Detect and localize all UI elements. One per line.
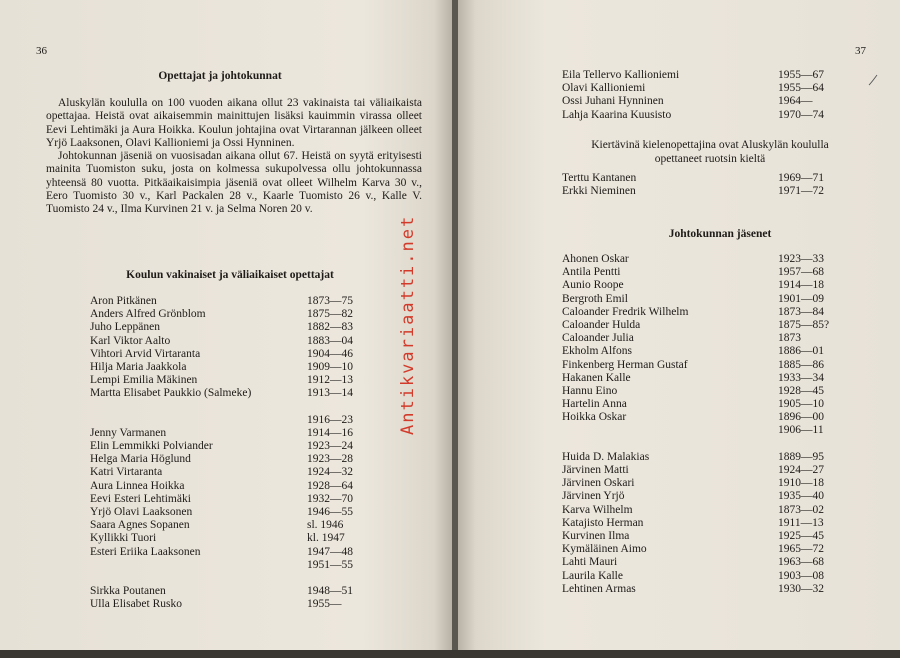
years-served: 1885—86 bbox=[778, 358, 824, 371]
person-name: Juho Leppänen bbox=[90, 321, 160, 334]
person-name: Lehtinen Armas bbox=[562, 582, 636, 595]
years-served: 1955— bbox=[307, 598, 342, 611]
years-served: 1914—16 bbox=[307, 426, 353, 439]
list-row bbox=[90, 414, 370, 427]
list-row bbox=[562, 293, 852, 306]
years-served: 1948—51 bbox=[307, 585, 353, 598]
person-name: Olavi Kallioniemi bbox=[562, 82, 646, 95]
teachers-table-heading: Koulun vakinaiset ja väliaikaiset opettajat bbox=[126, 269, 334, 281]
years-served: 1965—72 bbox=[778, 543, 824, 556]
person-name: Sirkka Poutanen bbox=[90, 585, 166, 598]
list-row bbox=[562, 172, 832, 185]
page-number-left: 36 bbox=[36, 45, 47, 57]
person-name: Karva Wilhelm bbox=[562, 503, 633, 516]
list-row bbox=[90, 374, 370, 387]
years-served: 1951—55 bbox=[307, 558, 353, 571]
list-spacer bbox=[90, 401, 370, 414]
list-row bbox=[90, 427, 370, 440]
years-served: 1901—09 bbox=[778, 292, 824, 305]
list-row bbox=[562, 372, 852, 385]
person-name: Järvinen Oskari bbox=[562, 477, 635, 490]
years-served: 1873—84 bbox=[778, 305, 824, 318]
list-row bbox=[562, 504, 852, 517]
years-served: 1924—32 bbox=[307, 466, 353, 479]
years-served: 1928—64 bbox=[307, 479, 353, 492]
list-row bbox=[562, 95, 832, 108]
list-row bbox=[90, 453, 370, 466]
list-row bbox=[90, 387, 370, 400]
person-name: Laurila Kalle bbox=[562, 569, 623, 582]
years-served: 1964— bbox=[778, 95, 813, 108]
watermark-stamp: Antikvariaatti.net bbox=[398, 214, 418, 435]
years-served: 1906—11 bbox=[778, 424, 824, 437]
person-name: Jenny Varmanen bbox=[90, 426, 167, 439]
years-served: 1969—71 bbox=[778, 172, 824, 184]
pencil-mark bbox=[868, 74, 878, 86]
list-row bbox=[90, 348, 370, 361]
list-row bbox=[90, 559, 370, 572]
list-row bbox=[562, 306, 852, 319]
person-name: Aron Pitkänen bbox=[90, 295, 157, 307]
list-row bbox=[562, 543, 852, 556]
years-served: 1909—10 bbox=[307, 360, 353, 373]
person-name: Vihtori Arvid Virtaranta bbox=[90, 347, 201, 360]
person-name: Eila Tellervo Kallioniemi bbox=[562, 69, 680, 81]
list-row bbox=[562, 109, 832, 122]
years-served: 1905—10 bbox=[778, 398, 824, 411]
list-row bbox=[90, 295, 370, 308]
list-row bbox=[562, 583, 852, 596]
person-name: Caloander Hulda bbox=[562, 318, 641, 331]
years-served: 1928—45 bbox=[778, 384, 824, 397]
person-name: Anders Alfred Grönblom bbox=[90, 308, 206, 321]
years-served: 1925—45 bbox=[778, 529, 824, 542]
years-served: 1923—28 bbox=[307, 453, 353, 466]
years-served: kl. 1947 bbox=[307, 532, 345, 545]
years-served: 1873—75 bbox=[307, 295, 353, 307]
person-name: Lempi Emilia Mäkinen bbox=[90, 374, 198, 387]
years-served: 1935—40 bbox=[778, 490, 824, 503]
list-row bbox=[90, 361, 370, 374]
person-name: Helga Maria Höglund bbox=[90, 453, 191, 466]
list-row bbox=[562, 266, 852, 279]
section-heading-teachers-boards: Opettajat ja johtokunnat bbox=[158, 70, 282, 82]
person-name: Järvinen Matti bbox=[562, 464, 629, 476]
person-name: Finkenberg Herman Gustaf bbox=[562, 358, 688, 371]
years-served: 1911—13 bbox=[778, 516, 824, 529]
swedish-teachers-heading bbox=[560, 138, 860, 166]
list-row bbox=[90, 321, 370, 334]
person-name: Lahja Kaarina Kuusisto bbox=[562, 108, 672, 121]
list-row bbox=[562, 530, 852, 543]
years-served: 1955—67 bbox=[778, 69, 824, 81]
years-served: 1910—18 bbox=[778, 477, 824, 490]
years-served: 1873—02 bbox=[778, 503, 824, 516]
list-row bbox=[90, 493, 370, 506]
years-served: 1947—48 bbox=[307, 545, 353, 558]
years-served: 1873 bbox=[778, 332, 801, 345]
person-name: Katajisto Herman bbox=[562, 516, 644, 529]
person-name: Aura Linnea Hoikka bbox=[90, 479, 185, 492]
years-served: 1903—08 bbox=[778, 569, 824, 582]
list-row bbox=[562, 490, 852, 503]
person-name: Saara Agnes Sopanen bbox=[90, 519, 190, 532]
list-row bbox=[90, 440, 370, 453]
list-row bbox=[562, 253, 852, 266]
years-served: 1886—01 bbox=[778, 345, 824, 358]
swedish-heading-line2: opettaneet ruotsin kieltä bbox=[654, 153, 766, 165]
person-name: Bergroth Emil bbox=[562, 292, 628, 305]
years-served: 1923—33 bbox=[778, 253, 824, 265]
person-name: Kymäläinen Aimo bbox=[562, 543, 647, 556]
years-served: 1923—24 bbox=[307, 440, 353, 453]
list-row bbox=[90, 466, 370, 479]
paragraph-board: Johtokunnan jäseniä on vuosisadan aikana ollut 67. Heistä on syytä erityisesti mainita Tuomiston suku, josta on kolmessa sukupolvessa ollu johtokunnassa yhteensä 80 vuotta. Pitkäaikaisimpia jäseniä ovat olleet Wilhelm Karva 30 v., Eero Tuomisto 30 v., Karl Packalen 28 v., Kaarle Tuomisto 26 v., Kalle V. Tuomisto 24 v., Ilma Kurvinen 21 v. ja Selma Noren 20 v. bbox=[46, 150, 422, 216]
list-row bbox=[562, 185, 832, 198]
years-served: 1912—13 bbox=[307, 374, 353, 387]
years-served: 1896—00 bbox=[778, 411, 824, 424]
list-row bbox=[562, 477, 852, 490]
teachers-list bbox=[90, 295, 370, 612]
list-row bbox=[562, 332, 852, 345]
list-row bbox=[562, 345, 852, 358]
swedish-teachers-list bbox=[562, 172, 832, 198]
person-name: Aunio Roope bbox=[562, 279, 624, 292]
page-number-right: 37 bbox=[855, 45, 866, 57]
bottom-edge bbox=[0, 650, 900, 658]
person-name: Elin Lemmikki Polviander bbox=[90, 440, 213, 453]
list-spacer bbox=[562, 438, 852, 451]
years-served: 1946—55 bbox=[307, 506, 353, 518]
person-name: Ulla Elisabet Rusko bbox=[90, 598, 182, 611]
person-name: Hannu Eino bbox=[562, 384, 618, 397]
person-name: Katri Virtaranta bbox=[90, 466, 163, 479]
list-row bbox=[562, 411, 852, 424]
list-row bbox=[90, 519, 370, 532]
list-row bbox=[562, 359, 852, 372]
person-name: Hilja Maria Jaakkola bbox=[90, 360, 187, 373]
years-served: 1932—70 bbox=[307, 492, 353, 505]
years-served: 1914—18 bbox=[778, 279, 824, 292]
years-served: 1904—46 bbox=[307, 347, 353, 360]
list-row bbox=[562, 319, 852, 332]
person-name: Ahonen Oskar bbox=[562, 253, 629, 265]
person-name: Terttu Kantanen bbox=[562, 172, 637, 184]
years-served: 1955—64 bbox=[778, 82, 824, 95]
person-name: Ossi Juhani Hynninen bbox=[562, 95, 664, 108]
years-served: 1963—68 bbox=[778, 556, 824, 569]
person-name: Yrjö Olavi Laaksonen bbox=[90, 506, 193, 518]
person-name: Hartelin Anna bbox=[562, 398, 627, 411]
list-row bbox=[562, 69, 832, 82]
list-row bbox=[562, 570, 852, 583]
years-served: 1971—72 bbox=[778, 185, 824, 198]
person-name: Järvinen Yrjö bbox=[562, 490, 625, 503]
person-name: Martta Elisabet Paukkio (Salmeke) bbox=[90, 387, 252, 400]
list-row bbox=[90, 506, 370, 519]
years-served: 1933—34 bbox=[778, 371, 824, 384]
years-served: 1916—23 bbox=[307, 413, 353, 426]
list-row bbox=[90, 532, 370, 545]
board-members-heading: Johtokunnan jäsenet bbox=[668, 228, 772, 240]
board-members-list bbox=[562, 253, 852, 596]
person-name: Hakanen Kalle bbox=[562, 371, 631, 384]
years-served: 1883—04 bbox=[307, 334, 353, 347]
person-name: Hoikka Oskar bbox=[562, 411, 627, 424]
person-name: Antila Pentti bbox=[562, 266, 621, 279]
list-row bbox=[562, 279, 852, 292]
person-name: Ekholm Alfons bbox=[562, 345, 632, 358]
years-served: 1875—82 bbox=[307, 308, 353, 321]
intro-text bbox=[46, 97, 422, 217]
list-row bbox=[90, 585, 370, 598]
years-served: 1924—27 bbox=[778, 464, 824, 476]
years-served: 1970—74 bbox=[778, 108, 824, 121]
list-row bbox=[90, 546, 370, 559]
years-served: 1889—95 bbox=[778, 450, 824, 463]
paragraph-teachers: Aluskylän koululla on 100 vuoden aikana ollut 23 vakinaista tai väliaikaista opettajaa. Heistä ovat aikaisemmin mainittujen lisäksi kauimmin virassa olleet Eevi Lehtimäki ja Aura Hoikka. Koulun johtajina ovat Virtarannan jälkeen olleet Yrjö Laaksonen, Olavi Kallioniemi ja Ossi Hynninen. bbox=[46, 97, 422, 149]
person-name: Eevi Esteri Lehtimäki bbox=[90, 492, 191, 505]
person-name: Huida D. Malakias bbox=[562, 450, 650, 463]
years-served: 1957—68 bbox=[778, 266, 824, 279]
person-name: Kyllikki Tuori bbox=[90, 532, 157, 545]
swedish-heading-line1: Kiertävinä kielenopettajina ovat Aluskylän koululla bbox=[591, 139, 829, 151]
list-row bbox=[562, 517, 852, 530]
person-name: Karl Viktor Aalto bbox=[90, 334, 171, 347]
person-name: Esteri Eriika Laaksonen bbox=[90, 545, 201, 558]
person-name: Caloander Julia bbox=[562, 332, 634, 345]
person-name: Caloander Fredrik Wilhelm bbox=[562, 305, 689, 318]
years-served: 1875—85? bbox=[778, 318, 830, 331]
years-served: sl. 1946 bbox=[307, 519, 344, 532]
list-row bbox=[90, 335, 370, 348]
list-row bbox=[562, 385, 852, 398]
person-name: Erkki Nieminen bbox=[562, 185, 636, 198]
person-name: Lahti Mauri bbox=[562, 556, 618, 569]
list-row bbox=[90, 308, 370, 321]
list-row bbox=[90, 598, 370, 611]
teachers-list-continued bbox=[562, 69, 832, 122]
years-served: 1882—83 bbox=[307, 321, 353, 334]
list-spacer bbox=[90, 572, 370, 585]
years-served: 1913—14 bbox=[307, 387, 353, 400]
list-row bbox=[562, 451, 852, 464]
list-row bbox=[562, 424, 852, 437]
list-row bbox=[562, 82, 832, 95]
list-row bbox=[562, 464, 852, 477]
person-name: Kurvinen Ilma bbox=[562, 529, 630, 542]
list-row bbox=[90, 480, 370, 493]
years-served: 1930—32 bbox=[778, 582, 824, 595]
list-row bbox=[562, 556, 852, 569]
list-row bbox=[562, 398, 852, 411]
